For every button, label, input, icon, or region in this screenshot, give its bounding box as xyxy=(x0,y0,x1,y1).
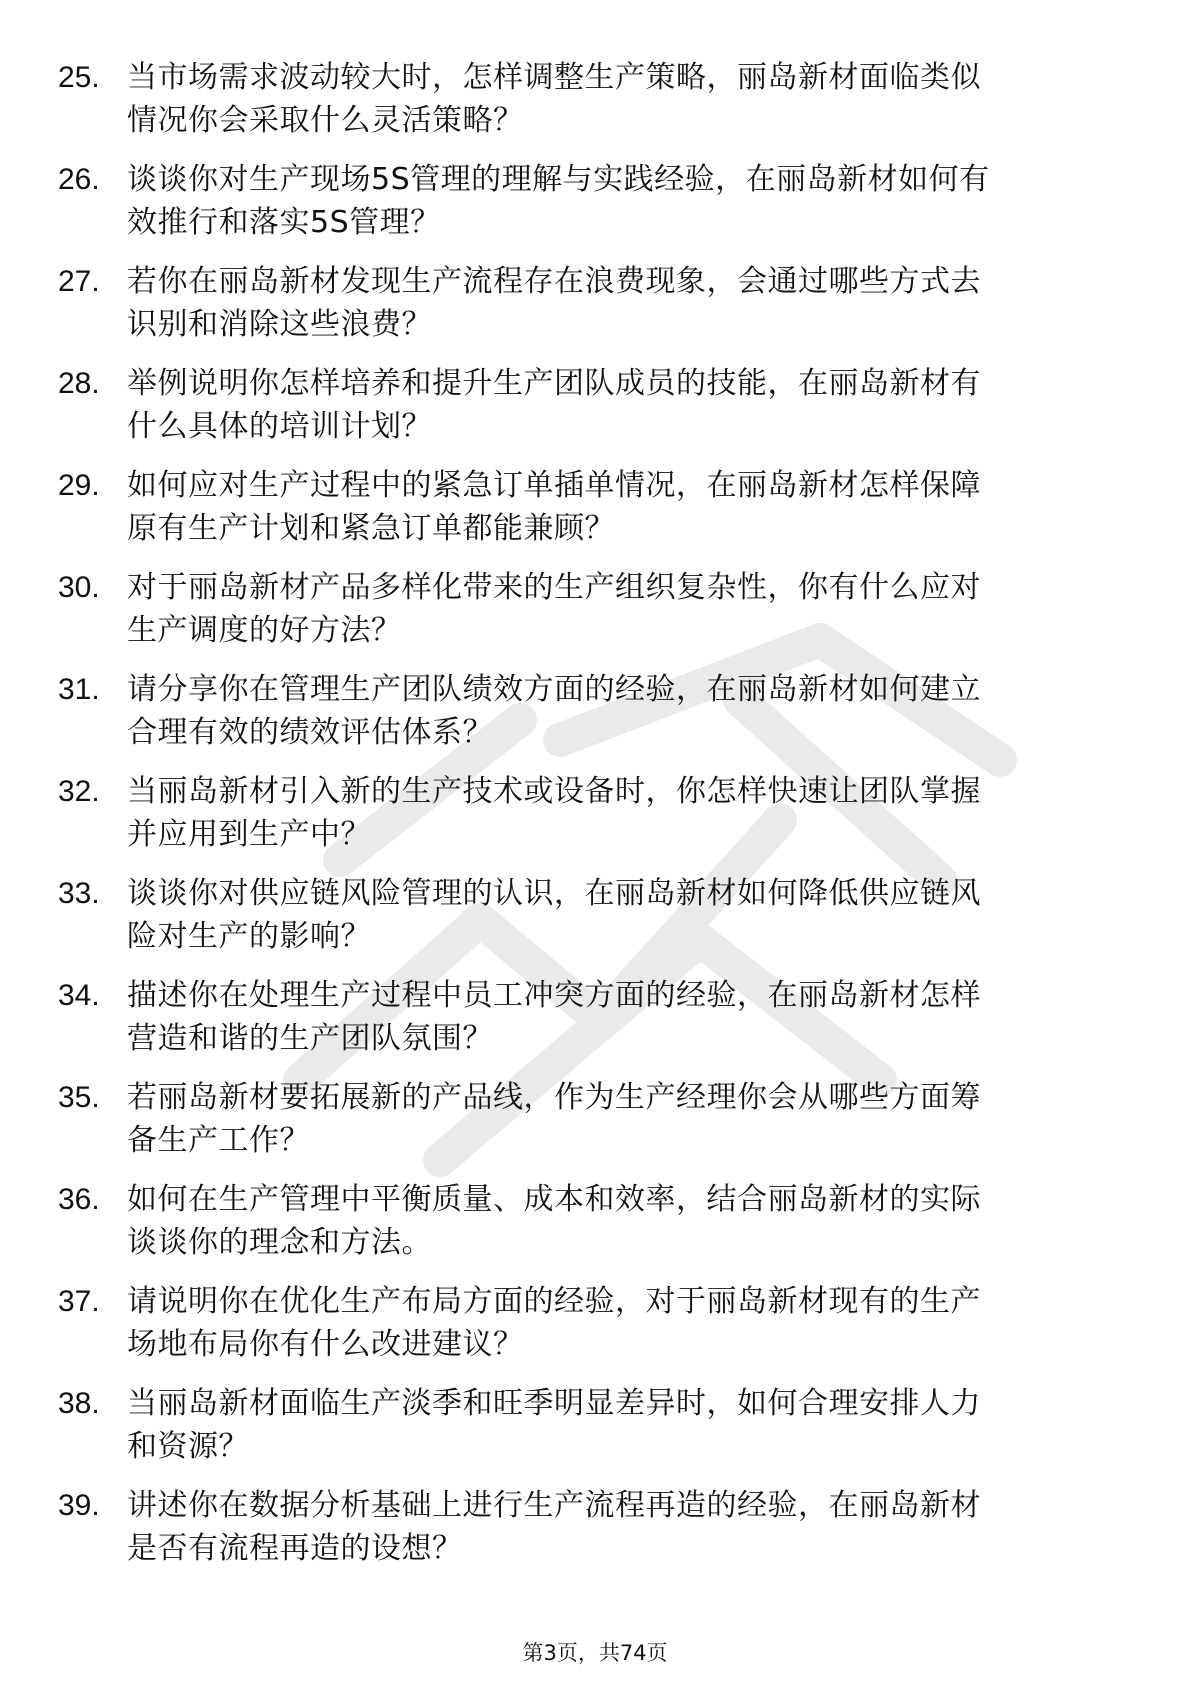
question-text xyxy=(127,1382,1127,1468)
question-text xyxy=(127,260,1127,346)
question-number: 25. xyxy=(58,61,100,94)
question-text-line: 当丽岛新材面临生产淡季和旺季明显差异时，如何合理安排人力 xyxy=(127,1386,981,1421)
question-text-line: 谈谈你对生产现场5S管理的理解与实践经验，在丽岛新材如何有 xyxy=(127,162,990,197)
question-text-line: 备生产工作？ xyxy=(127,1123,310,1158)
question-number: 39. xyxy=(58,1489,100,1522)
question-number: 27. xyxy=(58,265,100,298)
question-text xyxy=(127,566,1127,652)
page-number: 第3页，共74页 xyxy=(522,1641,668,1665)
question-text xyxy=(127,668,1127,754)
question-text-line: 对于丽岛新材产品多样化带来的生产组织复杂性，你有什么应对 xyxy=(127,570,981,605)
question-item xyxy=(58,56,1138,158)
question-number: 28. xyxy=(58,367,100,400)
question-item xyxy=(58,1484,1138,1586)
question-text-line: 识别和消除这些浪费？ xyxy=(127,307,432,342)
question-item xyxy=(58,668,1138,770)
question-number: 33. xyxy=(58,877,100,910)
question-text-line: 效推行和落实5S管理？ xyxy=(127,205,441,240)
question-text-line: 场地布局你有什么改进建议？ xyxy=(127,1327,524,1362)
question-text-line: 营造和谐的生产团队氛围？ xyxy=(127,1021,493,1056)
question-text-line: 举例说明你怎样培养和提升生产团队成员的技能，在丽岛新材有 xyxy=(127,366,981,401)
question-text-line: 谈谈你对供应链风险管理的认识，在丽岛新材如何降低供应链风 xyxy=(127,876,981,911)
question-text-line: 请说明你在优化生产布局方面的经验，对于丽岛新材现有的生产 xyxy=(127,1284,981,1319)
question-number: 26. xyxy=(58,163,100,196)
question-number: 29. xyxy=(58,469,100,502)
question-number: 34. xyxy=(58,979,100,1012)
question-number: 36. xyxy=(58,1183,100,1216)
question-text-line: 若你在丽岛新材发现生产流程存在浪费现象，会通过哪些方式去 xyxy=(127,264,981,299)
question-text xyxy=(127,872,1127,958)
question-text-line: 如何应对生产过程中的紧急订单插单情况，在丽岛新材怎样保障 xyxy=(127,468,981,503)
question-number: 32. xyxy=(58,775,100,808)
question-text xyxy=(127,1178,1127,1264)
question-item xyxy=(58,1178,1138,1280)
question-text-line: 谈谈你的理念和方法。 xyxy=(127,1225,432,1260)
question-text xyxy=(127,362,1127,448)
question-text-line: 是否有流程再造的设想？ xyxy=(127,1531,463,1566)
question-item xyxy=(58,158,1138,260)
question-text xyxy=(127,158,1127,244)
question-number: 30. xyxy=(58,571,100,604)
question-item xyxy=(58,566,1138,668)
question-item xyxy=(58,1076,1138,1178)
question-text-line: 合理有效的绩效评估体系？ xyxy=(127,715,493,750)
question-text xyxy=(127,1076,1127,1162)
question-item xyxy=(58,1382,1138,1484)
question-text-line: 情况你会采取什么灵活策略？ xyxy=(127,103,524,138)
question-text-line: 险对生产的影响？ xyxy=(127,919,371,954)
question-item xyxy=(58,362,1138,464)
question-text-line: 生产调度的好方法？ xyxy=(127,613,402,648)
question-text-line: 当市场需求波动较大时，怎样调整生产策略，丽岛新材面临类似 xyxy=(127,60,981,95)
question-text xyxy=(127,1484,1127,1570)
question-number: 31. xyxy=(58,673,100,706)
question-list xyxy=(58,56,1138,1586)
question-item xyxy=(58,260,1138,362)
question-item xyxy=(58,872,1138,974)
question-text-line: 讲述你在数据分析基础上进行生产流程再造的经验，在丽岛新材 xyxy=(127,1488,981,1523)
question-text-line: 原有生产计划和紧急订单都能兼顾？ xyxy=(127,511,615,546)
question-item xyxy=(58,1280,1138,1382)
question-text xyxy=(127,1280,1127,1366)
question-text xyxy=(127,464,1127,550)
question-text-line: 并应用到生产中？ xyxy=(127,817,371,852)
question-item xyxy=(58,464,1138,566)
question-number: 35. xyxy=(58,1081,100,1114)
question-text-line: 和资源？ xyxy=(127,1429,249,1464)
question-text-line: 若丽岛新材要拓展新的产品线，作为生产经理你会从哪些方面筹 xyxy=(127,1080,981,1115)
question-text-line: 什么具体的培训计划？ xyxy=(127,409,432,444)
question-number: 38. xyxy=(58,1387,100,1420)
question-item xyxy=(58,974,1138,1076)
question-text-line: 请分享你在管理生产团队绩效方面的经验，在丽岛新材如何建立 xyxy=(127,672,981,707)
question-text xyxy=(127,974,1127,1060)
question-text-line: 当丽岛新材引入新的生产技术或设备时，你怎样快速让团队掌握 xyxy=(127,774,981,809)
question-text-line: 描述你在处理生产过程中员工冲突方面的经验，在丽岛新材怎样 xyxy=(127,978,981,1013)
question-item xyxy=(58,770,1138,872)
question-text xyxy=(127,56,1127,142)
question-number: 37. xyxy=(58,1285,100,1318)
question-text xyxy=(127,770,1127,856)
question-text-line: 如何在生产管理中平衡质量、成本和效率，结合丽岛新材的实际 xyxy=(127,1182,981,1217)
